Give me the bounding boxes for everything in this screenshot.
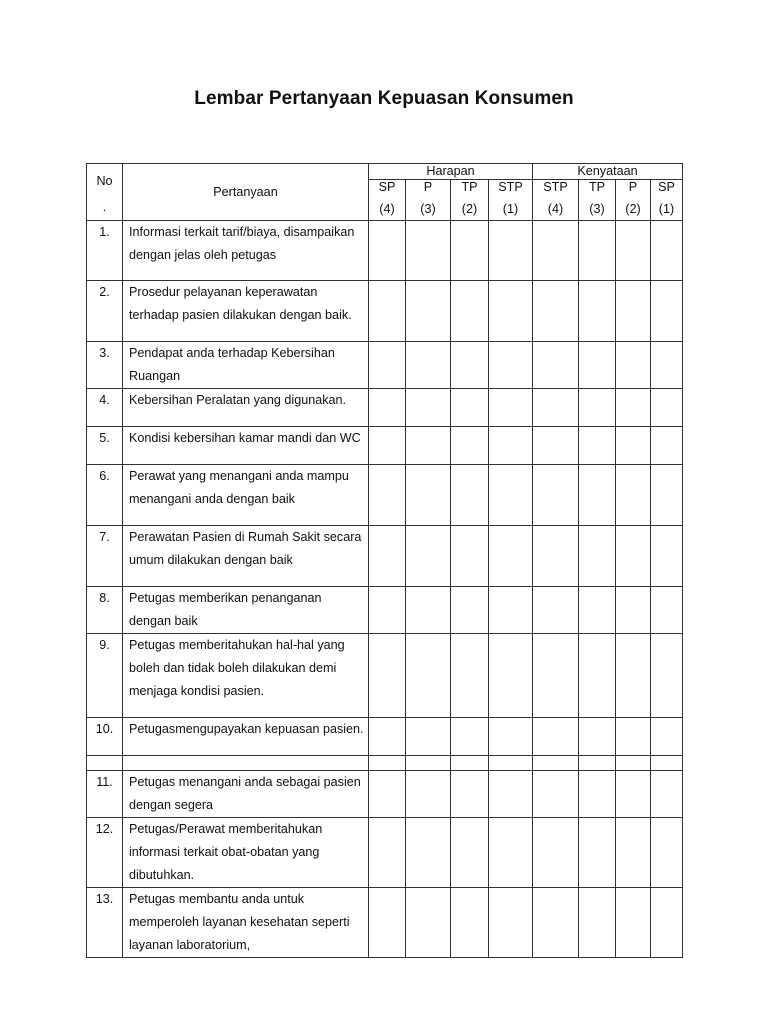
answer-cell[interactable] (451, 281, 489, 342)
answer-cell[interactable] (489, 427, 533, 465)
answer-cell[interactable] (451, 771, 489, 818)
answer-cell[interactable] (651, 587, 683, 634)
answer-cell[interactable] (489, 771, 533, 818)
header-score: (3) (406, 195, 451, 221)
row-number: 7. (87, 526, 123, 587)
answer-cell[interactable] (651, 634, 683, 718)
answer-cell[interactable] (616, 718, 651, 756)
spacer-cell (489, 756, 533, 771)
answer-cell[interactable] (369, 281, 406, 342)
table-row (87, 526, 683, 587)
answer-cell[interactable] (533, 526, 579, 587)
page-title: Lembar Pertanyaan Kepuasan Konsumen (194, 88, 574, 109)
table-row (87, 771, 683, 818)
table-row (87, 389, 683, 427)
answer-cell[interactable] (533, 888, 579, 958)
table-row (87, 634, 683, 718)
row-question: Informasi terkait tarif/biaya, disampaikan dengan jelas oleh petugas (123, 221, 369, 281)
row-question: Kebersihan Peralatan yang digunakan. (123, 389, 369, 427)
answer-cell[interactable] (579, 634, 616, 718)
answer-cell[interactable] (451, 587, 489, 634)
answer-cell[interactable] (406, 818, 451, 888)
answer-cell[interactable] (579, 427, 616, 465)
answer-cell[interactable] (369, 587, 406, 634)
answer-cell[interactable] (369, 771, 406, 818)
answer-cell[interactable] (451, 427, 489, 465)
answer-cell[interactable] (579, 718, 616, 756)
row-number: 12. (87, 818, 123, 888)
spacer-cell (579, 756, 616, 771)
answer-cell[interactable] (369, 427, 406, 465)
answer-cell[interactable] (489, 587, 533, 634)
answer-cell[interactable] (651, 465, 683, 526)
answer-cell[interactable] (579, 342, 616, 389)
answer-cell[interactable] (451, 526, 489, 587)
answer-cell[interactable] (406, 587, 451, 634)
answer-cell[interactable] (651, 389, 683, 427)
table-row (87, 342, 683, 389)
answer-cell[interactable] (579, 888, 616, 958)
survey-table (86, 163, 683, 958)
answer-cell[interactable] (651, 526, 683, 587)
answer-cell[interactable] (616, 221, 651, 281)
answer-cell[interactable] (651, 888, 683, 958)
header-no-line2: . (102, 200, 107, 214)
header-code: TP (451, 180, 489, 195)
answer-cell[interactable] (616, 888, 651, 958)
table-row (87, 888, 683, 958)
answer-cell[interactable] (369, 526, 406, 587)
answer-cell[interactable] (616, 818, 651, 888)
answer-cell[interactable] (533, 465, 579, 526)
answer-cell[interactable] (579, 771, 616, 818)
header-code: SP (651, 180, 683, 195)
answer-cell[interactable] (451, 389, 489, 427)
spacer-cell (406, 756, 451, 771)
row-number: 3. (87, 342, 123, 389)
row-question: Perawatan Pasien di Rumah Sakit secara umum dilakukan dengan baik (123, 526, 369, 587)
spacer-cell (123, 756, 369, 771)
answer-cell[interactable] (489, 634, 533, 718)
row-number: 2. (87, 281, 123, 342)
answer-cell[interactable] (533, 634, 579, 718)
answer-cell[interactable] (369, 389, 406, 427)
answer-cell[interactable] (489, 465, 533, 526)
header-kenyataan: Kenyataan (533, 164, 683, 180)
spacer-cell (651, 756, 683, 771)
answer-cell[interactable] (406, 342, 451, 389)
table-row (87, 221, 683, 281)
answer-cell[interactable] (406, 526, 451, 587)
answer-cell[interactable] (489, 342, 533, 389)
answer-cell[interactable] (451, 221, 489, 281)
header-score: (1) (651, 195, 683, 221)
answer-cell[interactable] (369, 221, 406, 281)
header-score: (4) (533, 195, 579, 221)
answer-cell[interactable] (533, 427, 579, 465)
answer-cell[interactable] (451, 634, 489, 718)
answer-cell[interactable] (616, 634, 651, 718)
table-row (87, 718, 683, 756)
answer-cell[interactable] (489, 888, 533, 958)
answer-cell[interactable] (406, 771, 451, 818)
answer-cell[interactable] (406, 221, 451, 281)
answer-cell[interactable] (616, 526, 651, 587)
answer-cell[interactable] (369, 718, 406, 756)
row-question: Petugas memberitahukan hal-hal yang boleh dan tidak boleh dilakukan demi menjaga kondisi pasien. (123, 634, 369, 718)
row-number: 13. (87, 888, 123, 958)
row-question: Petugas memberikan penanganan dengan baik (123, 587, 369, 634)
answer-cell[interactable] (406, 465, 451, 526)
row-question: Petugas membantu anda untuk memperoleh layanan kesehatan seperti layanan laboratorium, (123, 888, 369, 958)
answer-cell[interactable] (406, 634, 451, 718)
answer-cell[interactable] (533, 771, 579, 818)
spacer-cell (533, 756, 579, 771)
answer-cell[interactable] (451, 718, 489, 756)
spacer-cell (87, 756, 123, 771)
header-harapan: Harapan (369, 164, 533, 180)
table-row (87, 281, 683, 342)
row-number: 9. (87, 634, 123, 718)
answer-cell[interactable] (651, 818, 683, 888)
header-code: TP (579, 180, 616, 195)
answer-cell[interactable] (406, 281, 451, 342)
answer-cell[interactable] (616, 587, 651, 634)
answer-cell[interactable] (451, 342, 489, 389)
answer-cell[interactable] (451, 818, 489, 888)
answer-cell[interactable] (651, 771, 683, 818)
header-code: STP (489, 180, 533, 195)
answer-cell[interactable] (579, 465, 616, 526)
row-question: Prosedur pelayanan keperawatan terhadap pasien dilakukan dengan baik. (123, 281, 369, 342)
table-row (87, 427, 683, 465)
header-question: Pertanyaan (123, 164, 369, 221)
answer-cell[interactable] (369, 342, 406, 389)
header-row-group (87, 164, 683, 180)
answer-cell[interactable] (489, 389, 533, 427)
row-question: Petugas/Perawat memberitahukan informasi terkait obat-obatan yang dibutuhkan. (123, 818, 369, 888)
spacer-cell (369, 756, 406, 771)
header-score: (3) (579, 195, 616, 221)
spacer-cell (616, 756, 651, 771)
answer-cell[interactable] (533, 389, 579, 427)
answer-cell[interactable] (616, 281, 651, 342)
answer-cell[interactable] (579, 221, 616, 281)
answer-cell[interactable] (579, 587, 616, 634)
row-number: 10. (87, 718, 123, 756)
answer-cell[interactable] (406, 389, 451, 427)
answer-cell[interactable] (579, 818, 616, 888)
spacer-cell (451, 756, 489, 771)
row-number: 11. (87, 771, 123, 818)
answer-cell[interactable] (579, 281, 616, 342)
header-code: SP (369, 180, 406, 195)
header-score: (1) (489, 195, 533, 221)
answer-cell[interactable] (489, 818, 533, 888)
answer-cell[interactable] (533, 818, 579, 888)
header-code: P (616, 180, 651, 195)
row-number: 6. (87, 465, 123, 526)
answer-cell[interactable] (489, 718, 533, 756)
row-question: Petugas menangani anda sebagai pasien dengan segera (123, 771, 369, 818)
table-row (87, 818, 683, 888)
answer-cell[interactable] (616, 465, 651, 526)
row-question: Perawat yang menangani anda mampu menangani anda dengan baik (123, 465, 369, 526)
header-score: (2) (616, 195, 651, 221)
answer-cell[interactable] (651, 221, 683, 281)
row-question: Petugasmengupayakan kepuasan pasien. (123, 718, 369, 756)
answer-cell[interactable] (369, 818, 406, 888)
row-number: 4. (87, 389, 123, 427)
answer-cell[interactable] (451, 888, 489, 958)
spacer-row (87, 756, 683, 771)
answer-cell[interactable] (579, 526, 616, 587)
answer-cell[interactable] (489, 281, 533, 342)
answer-cell[interactable] (533, 221, 579, 281)
row-number: 1. (87, 221, 123, 281)
answer-cell[interactable] (651, 342, 683, 389)
answer-cell[interactable] (489, 526, 533, 587)
survey-body (87, 221, 683, 958)
header-code: P (406, 180, 451, 195)
answer-cell[interactable] (369, 888, 406, 958)
table-row (87, 465, 683, 526)
answer-cell[interactable] (616, 771, 651, 818)
answer-cell[interactable] (406, 427, 451, 465)
header-no-line1: No (96, 174, 113, 188)
answer-cell[interactable] (406, 718, 451, 756)
answer-cell[interactable] (651, 281, 683, 342)
answer-cell[interactable] (616, 342, 651, 389)
answer-cell[interactable] (533, 342, 579, 389)
answer-cell[interactable] (369, 465, 406, 526)
answer-cell[interactable] (369, 634, 406, 718)
answer-cell[interactable] (533, 281, 579, 342)
header-score: (4) (369, 195, 406, 221)
answer-cell[interactable] (451, 465, 489, 526)
header-code: STP (533, 180, 579, 195)
table-row (87, 587, 683, 634)
answer-cell[interactable] (489, 221, 533, 281)
answer-cell[interactable] (651, 427, 683, 465)
row-question: Kondisi kebersihan kamar mandi dan WC (123, 427, 369, 465)
answer-cell[interactable] (616, 389, 651, 427)
answer-cell[interactable] (533, 718, 579, 756)
header-no (87, 164, 123, 221)
answer-cell[interactable] (533, 587, 579, 634)
answer-cell[interactable] (579, 389, 616, 427)
answer-cell[interactable] (616, 427, 651, 465)
header-score: (2) (451, 195, 489, 221)
row-question: Pendapat anda terhadap Kebersihan Ruangan (123, 342, 369, 389)
answer-cell[interactable] (651, 718, 683, 756)
row-number: 8. (87, 587, 123, 634)
answer-cell[interactable] (406, 888, 451, 958)
row-number: 5. (87, 427, 123, 465)
